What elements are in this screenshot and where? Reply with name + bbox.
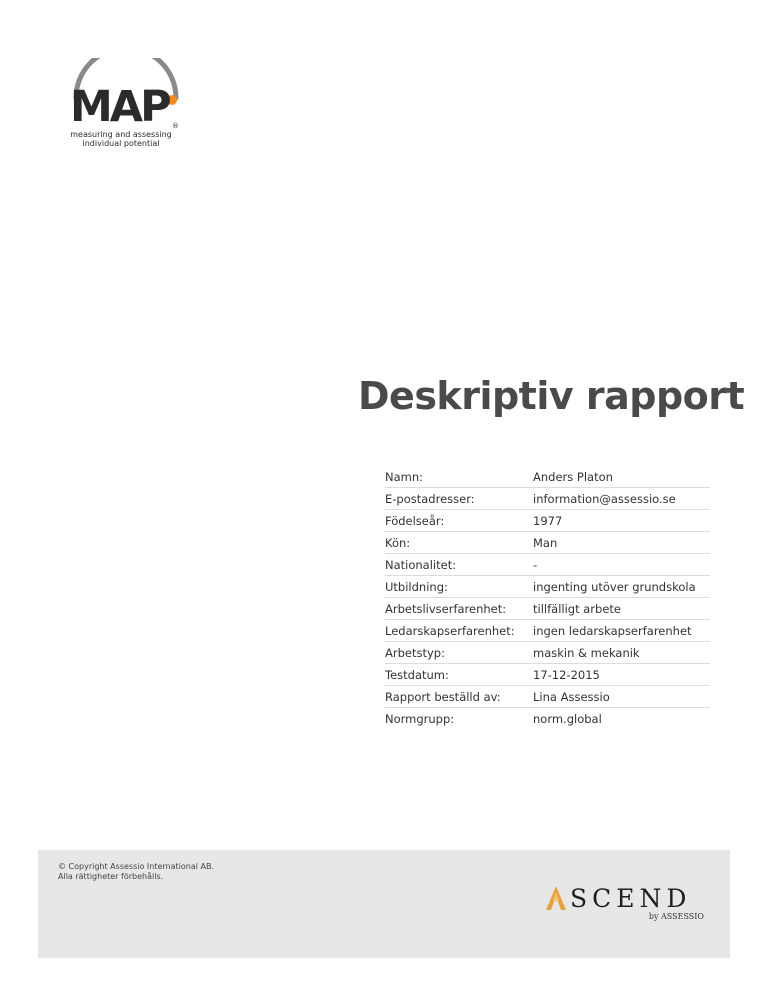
info-label: Födelseår: xyxy=(385,513,445,528)
report-title: Deskriptiv rapport xyxy=(358,374,745,418)
copyright-line2: Alla rättigheter förbehålls. xyxy=(58,872,164,881)
info-label: Kön: xyxy=(385,535,411,550)
info-row xyxy=(385,554,710,576)
ascend-byline: by ASSESSIO xyxy=(648,912,704,921)
info-value: ingen ledarskapserfarenhet xyxy=(533,623,692,638)
info-label: Nationalitet: xyxy=(385,557,457,572)
info-row xyxy=(385,532,710,554)
info-label: Namn: xyxy=(385,469,424,484)
info-value: - xyxy=(533,557,538,572)
info-value: 1977 xyxy=(533,513,563,528)
info-label: Arbetslivserfarenhet: xyxy=(385,601,507,616)
info-label: Rapport beställd av: xyxy=(385,689,501,704)
info-row xyxy=(385,488,710,510)
info-row xyxy=(385,708,710,730)
info-label: Testdatum: xyxy=(385,667,449,682)
logo-tagline-line1: measuring and assessing xyxy=(70,130,172,139)
ascend-a-icon xyxy=(546,886,566,910)
info-value: norm.global xyxy=(533,712,602,726)
info-label: Arbetstyp: xyxy=(385,645,445,660)
info-label: Utbildning: xyxy=(385,579,448,594)
copyright-notice xyxy=(58,862,214,882)
info-row xyxy=(385,664,710,686)
info-label: E-postadresser: xyxy=(385,491,475,506)
info-row xyxy=(385,466,710,488)
info-value: Man xyxy=(533,535,558,550)
info-row xyxy=(385,642,710,664)
info-label: Normgrupp: xyxy=(385,712,455,726)
info-value: information@assessio.se xyxy=(533,491,676,506)
map-logo xyxy=(68,58,188,158)
logo-tagline-line2: individual potential xyxy=(82,139,160,148)
info-row xyxy=(385,686,710,708)
ascend-wordmark: SCEND xyxy=(570,884,692,913)
info-row xyxy=(385,576,710,598)
info-value: Lina Assessio xyxy=(533,689,610,704)
info-value: tillfälligt arbete xyxy=(533,601,621,616)
info-label: Ledarskapserfarenhet: xyxy=(385,623,515,638)
copyright-line1: © Copyright Assessio International AB. xyxy=(58,862,215,871)
logo-word: MAP xyxy=(70,82,169,132)
info-row xyxy=(385,510,710,532)
candidate-info-table xyxy=(385,466,710,730)
info-row xyxy=(385,598,710,620)
info-value: 17-12-2015 xyxy=(533,667,600,682)
ascend-logo xyxy=(546,886,706,930)
info-value: Anders Platon xyxy=(533,469,613,484)
info-value: ingenting utöver grundskola xyxy=(533,579,696,594)
info-row xyxy=(385,620,710,642)
info-value: maskin & mekanik xyxy=(533,645,640,660)
logo-registered-mark: ® xyxy=(172,122,179,130)
logo-tagline xyxy=(68,130,174,148)
footer-panel xyxy=(38,850,730,958)
